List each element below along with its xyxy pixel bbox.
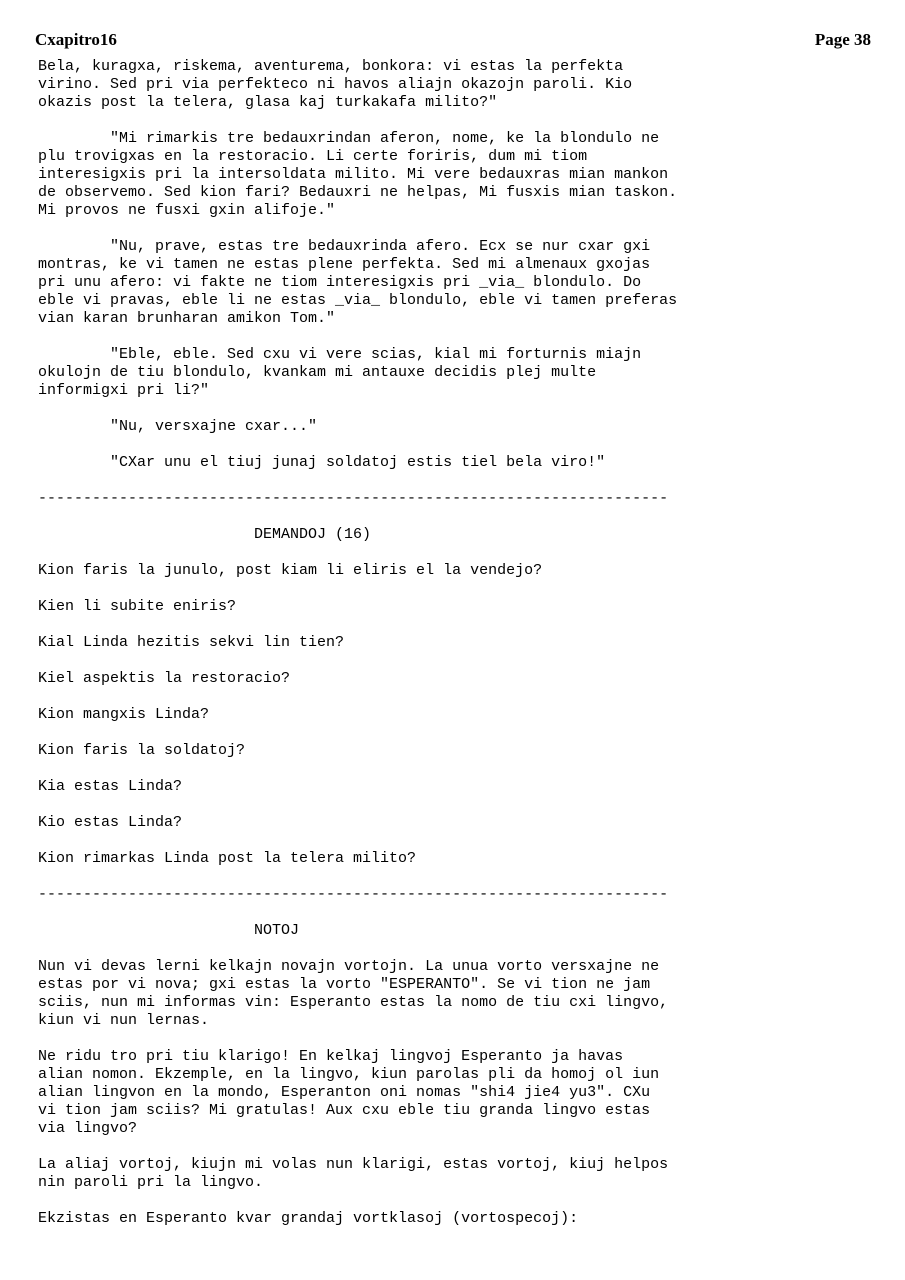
blank-line [38,472,878,490]
text-line: estas por vi nova; gxi estas la vorto "ESPERANTO". Se vi tion ne jam [38,976,651,993]
text-line: Nun vi devas lerni kelkajn novajn vortojn. La unua vorto versxajne ne [38,958,660,975]
text-line: "Nu, prave, estas tre bedauxrinda afero. Ecx se nur cxar gxi [38,238,651,255]
blank-line [38,508,878,526]
text-line: Kia estas Linda? [38,778,183,795]
text-line: informigxi pri li?" [38,382,210,399]
text-line: eble vi pravas, eble li ne estas _via_ blondulo, eble vi tamen preferas [38,292,678,309]
text-line: via lingvo? [38,1120,138,1137]
blank-line [38,616,878,634]
text-line: "Eble, eble. Sed cxu vi vere scias, kial mi forturnis miajn [38,346,642,363]
text-line: NOTOJ [38,922,300,939]
chapter-title: Cxapitro16 [35,30,117,49]
text-line: interesigxis pri la intersoldata milito. Mi vere bedauxras mian mankon [38,166,669,183]
text-line: "CXar unu el tiuj junaj soldatoj estis tiel bela viro!" [38,454,606,471]
blank-line [38,760,878,778]
blank-line [38,796,878,814]
text-line: vi tion jam sciis? Mi gratulas! Aux cxu eble tiu granda lingvo estas [38,1102,651,1119]
blank-line [38,1030,878,1048]
text-line: vian karan brunharan amikon Tom." [38,310,336,327]
blank-line [38,1192,878,1210]
blank-line [38,868,878,886]
text-line: de observemo. Sed kion fari? Bedauxri ne helpas, Mi fusxis mian taskon. [38,184,678,201]
text-line: pri unu afero: vi fakte ne tiom interesigxis pri _via_ blondulo. Do [38,274,642,291]
text-line: okulojn de tiu blondulo, kvankam mi antauxe decidis plej multe [38,364,597,381]
text-line: sciis, nun mi informas vin: Esperanto estas la nomo de tiu cxi lingvo, [38,994,669,1011]
blank-line [38,400,878,418]
text-line: "Nu, versxajne cxar..." [38,418,318,435]
blank-line [38,688,878,706]
blank-line [38,904,878,922]
text-line: Kion faris la junulo, post kiam li eliris el la vendejo? [38,562,543,579]
text-line: DEMANDOJ (16) [38,526,372,543]
document-body [38,58,878,1228]
text-line: kiun vi nun lernas. [38,1012,210,1029]
blank-line [38,436,878,454]
page-number: Page 38 [814,30,871,49]
text-line: Kio estas Linda? [38,814,183,831]
text-line: Mi provos ne fusxi gxin alifoje." [38,202,336,219]
text-line: montras, ke vi tamen ne estas plene perfekta. Sed mi almenaux gxojas [38,256,651,273]
text-line: Ekzistas en Esperanto kvar grandaj vortklasoj (vortospecoj): [38,1210,579,1227]
blank-line [38,580,878,598]
blank-line [38,328,878,346]
blank-line [38,1138,878,1156]
text-line: virino. Sed pri via perfekteco ni havos aliajn okazojn paroli. Kio [38,76,633,93]
text-line: ---------------------------------------------------------------------- [38,490,669,507]
text-line: alian lingvon en la mondo, Esperanton oni nomas "shi4 jie4 yu3". CXu [38,1084,651,1101]
text-line: Kion mangxis Linda? [38,706,210,723]
blank-line [38,832,878,850]
text-line: plu trovigxas en la restoracio. Li certe foriris, dum mi tiom [38,148,588,165]
blank-line [38,544,878,562]
text-line: Ne ridu tro pri tiu klarigo! En kelkaj lingvoj Esperanto ja havas [38,1048,624,1065]
text-line: Kial Linda hezitis sekvi lin tien? [38,634,345,651]
text-line: "Mi rimarkis tre bedauxrindan aferon, nome, ke la blondulo ne [38,130,660,147]
blank-line [38,112,878,130]
text-line: Kiel aspektis la restoracio? [38,670,291,687]
text-line: La aliaj vortoj, kiujn mi volas nun klarigi, estas vortoj, kiuj helpos [38,1156,669,1173]
text-line: Bela, kuragxa, riskema, aventurema, bonkora: vi estas la perfekta [38,58,624,75]
text-line: Kion rimarkas Linda post la telera milito? [38,850,417,867]
text-line: nin paroli pri la lingvo. [38,1174,264,1191]
blank-line [38,724,878,742]
text-line: Kien li subite eniris? [38,598,237,615]
text-line: ---------------------------------------------------------------------- [38,886,669,903]
text-line: alian nomon. Ekzemple, en la lingvo, kiun parolas pli da homoj ol iun [38,1066,660,1083]
text-line: okazis post la telera, glasa kaj turkakafa milito?" [38,94,498,111]
page-header [35,30,871,54]
blank-line [38,220,878,238]
blank-line [38,652,878,670]
text-line: Kion faris la soldatoj? [38,742,246,759]
blank-line [38,940,878,958]
